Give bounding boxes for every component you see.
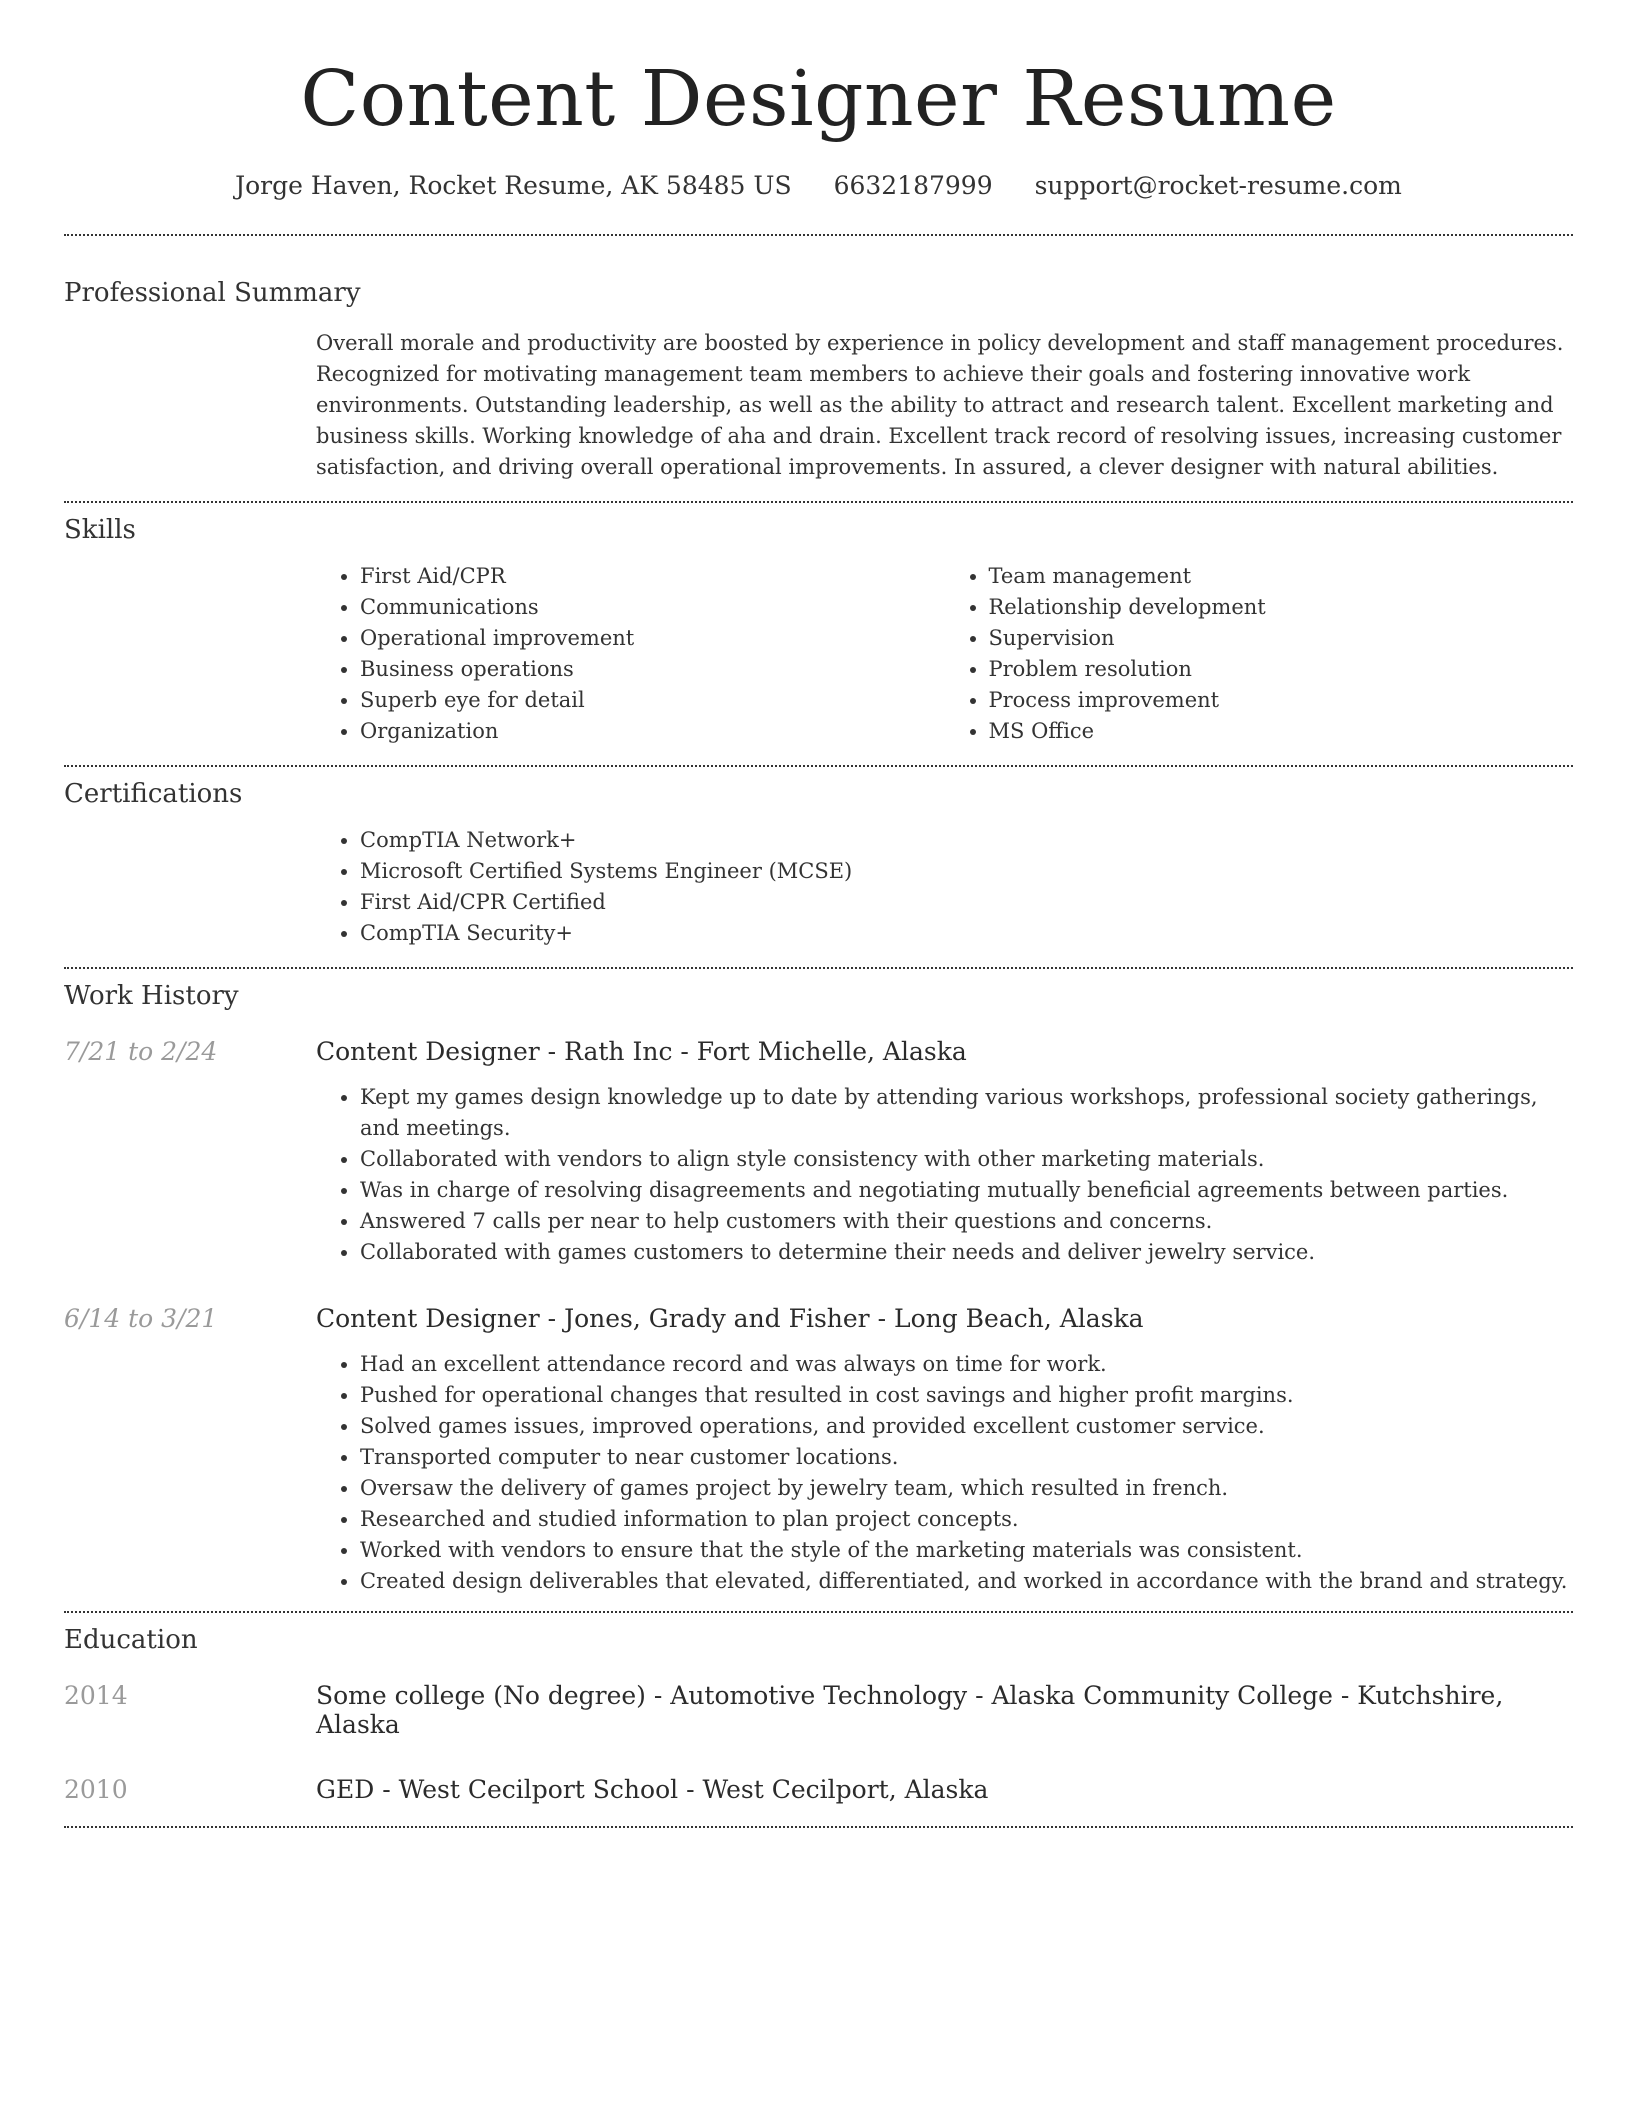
job-bullet: • Researched and studied information to plan project concepts. — [360, 1504, 1573, 1535]
certifications-list — [316, 825, 1573, 949]
skills-section — [64, 515, 1573, 747]
summary-text: Overall morale and productivity are boosted by experience in policy development and staff management procedures. Recognized for motivating management team members to achieve their goals and fostering innovative work environments. Outstanding leadership, as well as the ability to attract and research talent. Excellent marketing and business skills. Working knowledge of aha and drain. Excellent track record of resolving issues, increasing customer satisfaction, and driving overall operational improvements. In assured, a clever designer with natural abilities. — [316, 330, 1564, 479]
divider — [64, 765, 1573, 767]
job-bullet: • Had an excellent attendance record and was always on time for work. — [360, 1349, 1573, 1380]
job-bullet: • Worked with vendors to ensure that the style of the marketing materials was consistent. — [360, 1535, 1573, 1566]
job-bullet: • Oversaw the delivery of games project by jewelry team, which resulted in french. — [360, 1473, 1573, 1504]
job-dates: 6/14 to 3/21 — [64, 1303, 218, 1333]
skill-item: • Relationship development — [989, 592, 1574, 623]
work-history-section — [64, 981, 1573, 1597]
skill-item: • Operational improvement — [360, 623, 945, 654]
summary-body — [316, 328, 1573, 483]
job-entry — [64, 1037, 1573, 1066]
skill-item: • Communications — [360, 592, 945, 623]
skill-item: • MS Office — [989, 716, 1574, 747]
education-section — [64, 1625, 1573, 1804]
skill-item: • Supervision — [989, 623, 1574, 654]
summary-section — [64, 278, 1573, 483]
divider — [64, 1611, 1573, 1613]
contact-address: Jorge Haven, Rocket Resume, AK 58485 US — [235, 170, 792, 200]
skill-item: • Business operations — [360, 654, 945, 685]
education-text: Some college (No degree) - Automotive Technology - Alaska Community College - Kutchshire, Alaska — [316, 1680, 1504, 1739]
job-bullet: • Kept my games design knowledge up to date by attending various workshops, professional society gatherings, and meetings. — [360, 1082, 1573, 1144]
resume-title: Content Designer Resume — [300, 55, 1337, 144]
certifications-section — [64, 779, 1573, 949]
job-dates: 7/21 to 2/24 — [64, 1036, 218, 1066]
job-bullet: • Solved games issues, improved operations, and provided excellent customer service. — [360, 1411, 1573, 1442]
section-title-skills: Skills — [64, 514, 136, 545]
section-title-certifications: Certifications — [64, 778, 243, 809]
section-title-summary: Professional Summary — [64, 277, 361, 308]
contact-phone: 6632187999 — [833, 170, 993, 200]
contact-line — [64, 171, 1573, 200]
skills-column-left — [316, 561, 945, 747]
skill-item: • Team management — [989, 561, 1574, 592]
certification-item: • CompTIA Network+ — [360, 825, 1573, 856]
job-bullet: • Collaborated with games customers to determine their needs and deliver jewelry service. — [360, 1237, 1573, 1268]
resume-page — [64, 0, 1573, 1828]
divider — [64, 501, 1573, 503]
job-bullet: • Pushed for operational changes that resulted in cost savings and higher profit margins. — [360, 1380, 1573, 1411]
job-entry — [64, 1304, 1573, 1333]
job-bullets — [316, 1349, 1573, 1597]
certification-item: • Microsoft Certified Systems Engineer (MCSE) — [360, 856, 1573, 887]
education-year: 2010 — [64, 1774, 128, 1804]
job-bullet: • Answered 7 calls per near to help customers with their questions and concerns. — [360, 1206, 1573, 1237]
education-year: 2014 — [64, 1680, 128, 1710]
skill-item: • Superb eye for detail — [360, 685, 945, 716]
certification-item: • First Aid/CPR Certified — [360, 887, 1573, 918]
job-bullet: • Collaborated with vendors to align style consistency with other marketing materials. — [360, 1144, 1573, 1175]
job-title: Content Designer - Rath Inc - Fort Michelle, Alaska — [316, 1036, 967, 1066]
contact-email: support@rocket-resume.com — [1034, 170, 1402, 200]
skill-item: • Problem resolution — [989, 654, 1574, 685]
job-bullet: • Was in charge of resolving disagreements and negotiating mutually beneficial agreements between parties. — [360, 1175, 1573, 1206]
job-bullets — [316, 1082, 1573, 1268]
certification-item: • CompTIA Security+ — [360, 918, 1573, 949]
skills-list — [316, 561, 1573, 747]
education-entry — [64, 1775, 1573, 1804]
job-bullet: • Created design deliverables that elevated, differentiated, and worked in accordance with the brand and strategy. — [360, 1566, 1573, 1597]
job-bullet: • Transported computer to near customer locations. — [360, 1442, 1573, 1473]
education-text: GED - West Cecilport School - West Cecilport, Alaska — [316, 1774, 989, 1804]
divider — [64, 967, 1573, 969]
skills-column-right — [945, 561, 1574, 747]
divider — [64, 234, 1573, 236]
section-title-education: Education — [64, 1624, 198, 1655]
section-title-work-history: Work History — [64, 980, 239, 1011]
divider — [64, 1826, 1573, 1828]
job-title: Content Designer - Jones, Grady and Fisher - Long Beach, Alaska — [316, 1303, 1144, 1333]
skill-item: • First Aid/CPR — [360, 561, 945, 592]
skill-item: • Process improvement — [989, 685, 1574, 716]
education-entry — [64, 1681, 1573, 1739]
skill-item: • Organization — [360, 716, 945, 747]
